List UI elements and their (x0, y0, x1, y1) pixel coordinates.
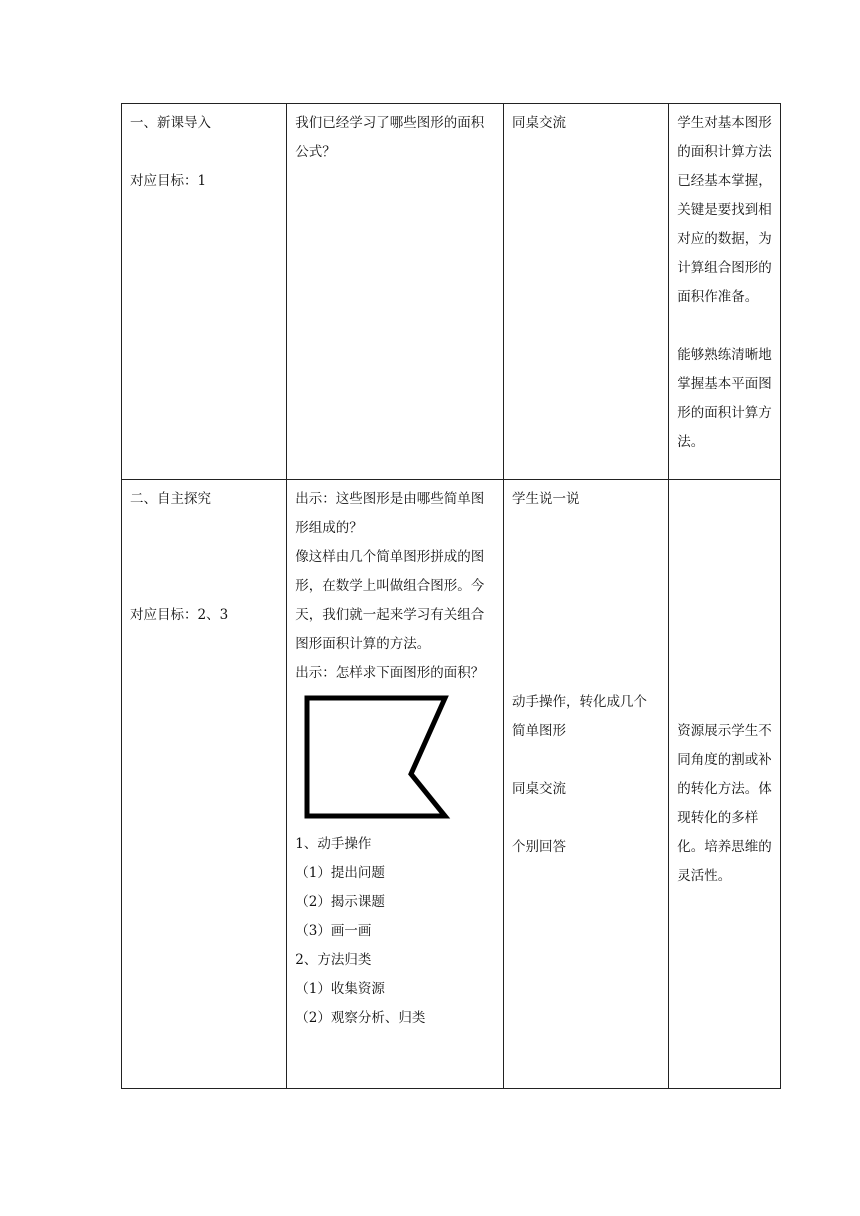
content-item: （1）提出问题 (295, 865, 385, 881)
stage-target: 对应目标：2、3 (130, 607, 229, 623)
lesson-plan-table (121, 103, 781, 1089)
activity-text: 个别回答 (511, 839, 566, 855)
content-item: （2）观察分析、归类 (295, 1010, 426, 1026)
activity-text: 学生说一说 (511, 491, 580, 507)
content-paragraph: 出示：怎样求下面图形的面积？ (295, 665, 485, 681)
content-item: （1）收集资源 (295, 981, 385, 997)
content-item: （3）画一画 (295, 923, 372, 939)
composite-shape-figure (295, 688, 495, 830)
table-row (122, 480, 781, 1089)
content-heading: 1、动手操作 (295, 836, 372, 852)
design-paragraph: 能够熟练清晰地掌握基本平面图形的面积计算方法。 (677, 347, 772, 450)
content-paragraph: 像这样由几个简单图形拼成的图形，在数学上叫做组合图形。今天，我们就一起来学习有关组合图形面积计算的方法。 (295, 549, 485, 652)
activity-cell (503, 480, 668, 1089)
stage-cell (122, 480, 287, 1089)
design-paragraph: 学生对基本图形的面积计算方法已经基本掌握，关键是要找到相对应的数据，为计算组合图形的面积作准备。 (677, 115, 772, 305)
stage-title: 二、自主探究 (130, 491, 211, 507)
activity-text: 同桌交流 (511, 781, 566, 797)
composite-shape-drawing (295, 690, 455, 822)
design-paragraph: 资源展示学生不同角度的割或补的转化方法。体现转化的多样化。培养思维的灵活性。 (677, 723, 772, 884)
stage-title: 一、新课导入 (130, 115, 211, 131)
activity-text: 同桌交流 (511, 115, 566, 131)
stage-target: 对应目标：1 (130, 173, 207, 189)
content-heading: 2、方法归类 (295, 952, 372, 968)
stage-cell (122, 104, 287, 480)
design-cell (669, 480, 781, 1089)
activity-cell (503, 104, 668, 480)
content-paragraph: 出示：这些图形是由哪些简单图形组成的？ (295, 491, 485, 536)
table-row (122, 104, 781, 480)
content-cell (287, 480, 504, 1089)
design-cell (669, 104, 781, 480)
content-item: （2）揭示课题 (295, 894, 385, 910)
activity-text: 动手操作，转化成几个简单图形 (511, 694, 647, 739)
content-cell (287, 104, 504, 480)
content-paragraph: 我们已经学习了哪些图形的面积公式？ (295, 115, 485, 160)
